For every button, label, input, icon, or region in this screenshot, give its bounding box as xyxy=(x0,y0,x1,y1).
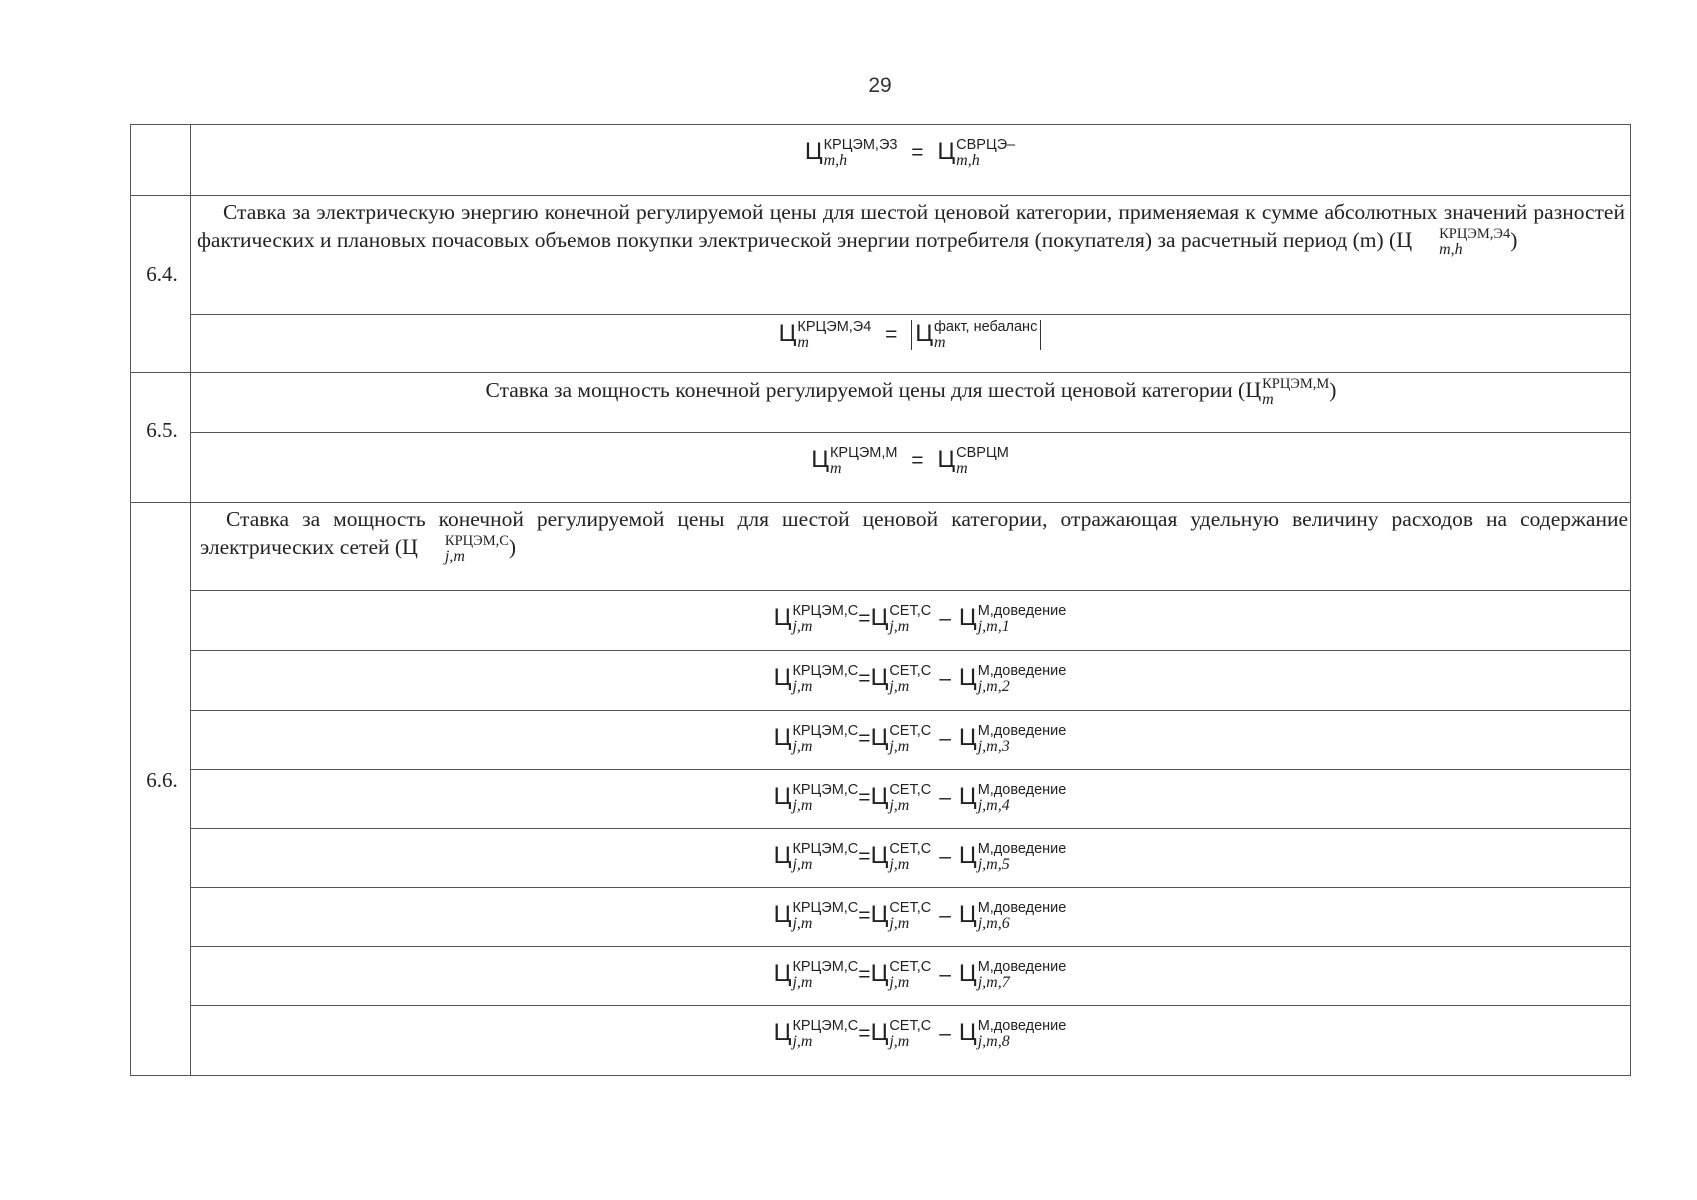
formula-network-cost: Ц КРЦЭМ,С j,m =Ц СЕТ,С j,m – Ц М,доведение j,m,8 xyxy=(773,1018,1067,1051)
row-number: 6.4. xyxy=(146,262,178,286)
page-number: 29 xyxy=(868,74,892,97)
row-divider xyxy=(190,828,1630,829)
row-divider xyxy=(130,502,1630,503)
formula-network-cost: Ц КРЦЭМ,С j,m =Ц СЕТ,С j,m – Ц М,доведение j,m,2 xyxy=(773,663,1067,696)
row-divider xyxy=(190,432,1630,433)
formula-network-cost: Ц КРЦЭМ,С j,m =Ц СЕТ,С j,m – Ц М,доведение j,m,7 xyxy=(773,959,1067,992)
table-right-border xyxy=(1630,124,1631,1076)
table-bottom-border xyxy=(130,1075,1630,1076)
formula-network-cost: Ц КРЦЭМ,С j,m =Ц СЕТ,С j,m – Ц М,доведение j,m,4 xyxy=(773,782,1067,815)
row-divider xyxy=(190,590,1630,591)
formula-e4: Ц КРЦЭМ,Э4 m = Ц факт, небаланс m xyxy=(190,320,1630,350)
row-number: 6.5. xyxy=(146,418,178,442)
row-divider xyxy=(190,650,1630,651)
row-divider xyxy=(130,195,1630,196)
row-description: Ставка за мощность конечной регулируемой цены для шестой ценовой категории, отражающая удельную величину расходов на содержание электрических сетей (Ц КРЦЭМ,С j,m ) xyxy=(200,507,1628,566)
row-divider xyxy=(190,769,1630,770)
row-description: Ставка за мощность конечной регулируемой цены для шестой ценовой категории (Ц КРЦЭМ,М m ) xyxy=(485,376,1337,409)
row-number: 6.6. xyxy=(146,768,178,792)
row-divider xyxy=(190,314,1630,315)
formula-network-cost: Ц КРЦЭМ,С j,m =Ц СЕТ,С j,m – Ц М,доведение j,m,3 xyxy=(773,723,1067,756)
formula-m: Ц КРЦЭМ,М m = Ц СВРЦМ m xyxy=(811,445,1009,478)
row-divider xyxy=(190,710,1630,711)
row-description: Ставка за электрическую энергию конечной регулируемой цены для шестой ценовой категории, применяемая к сумме абсолютных значений разностей фактических и плановых почасовых объемов покупки электрической энергии потребителя (покупателя) за расчетный период (m) (Ц КРЦЭМ,Э4 m,h ) xyxy=(197,200,1625,259)
table-top-border xyxy=(130,124,1630,125)
formula-network-cost: Ц КРЦЭМ,С j,m =Ц СЕТ,С j,m – Ц М,доведение j,m,6 xyxy=(773,900,1067,933)
row-divider xyxy=(130,372,1630,373)
row-divider xyxy=(190,946,1630,947)
row-divider xyxy=(190,887,1630,888)
table-left-border xyxy=(130,124,131,1076)
formula-e3: Ц КРЦЭМ,Э3 m,h = Ц СВРЦЭ– m,h xyxy=(804,137,1016,170)
formula-network-cost: Ц КРЦЭМ,С j,m =Ц СЕТ,С j,m – Ц М,доведение j,m,1 xyxy=(773,603,1067,636)
formula-network-cost: Ц КРЦЭМ,С j,m =Ц СЕТ,С j,m – Ц М,доведение j,m,5 xyxy=(773,841,1067,874)
row-divider xyxy=(190,1005,1630,1006)
